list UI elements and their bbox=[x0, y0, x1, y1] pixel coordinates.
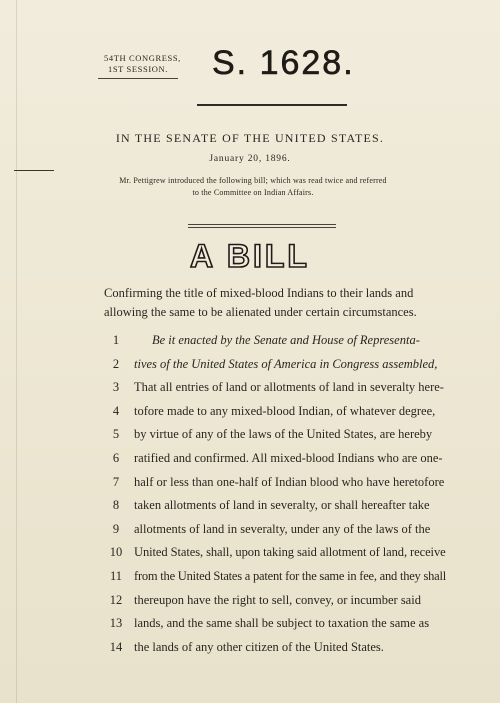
line-number: 13 bbox=[109, 616, 123, 631]
line-number: 2 bbox=[112, 356, 120, 371]
header-rule bbox=[197, 104, 347, 106]
bill-line-text: half or less than one-half of Indian blood who have heretofore bbox=[134, 474, 445, 489]
bill-line-text: thereupon have the right to sell, convey, or incumber said bbox=[134, 592, 421, 607]
bill-line-text: lands, and the same shall be subject to taxation the same as bbox=[134, 616, 430, 631]
line-number: 7 bbox=[112, 474, 120, 489]
line-number: 6 bbox=[112, 451, 120, 465]
bill-date: January 20, 1896. bbox=[209, 154, 291, 164]
introduction-text: Mr. Pettigrew introduced the following bill; which was read twice and referred to the Committee on Indian Affairs. bbox=[119, 176, 387, 197]
line-number: 12 bbox=[109, 592, 123, 607]
bill-line-text: That all entries of land or allotments of land in severalty here- bbox=[134, 380, 444, 395]
bill-line-text: allotments of land in severalty, under any of the laws of the bbox=[134, 521, 431, 536]
line-number: 14 bbox=[109, 639, 123, 654]
bill-line-text: by virtue of any of the laws of the United States, are hereby bbox=[134, 427, 433, 442]
congress-label: 54TH CONGRESS, bbox=[104, 53, 181, 63]
senate-heading: IN THE SENATE OF THE UNITED STATES. bbox=[115, 131, 385, 145]
bill-line-text: Be it enacted by the Senate and House of Representa- bbox=[152, 333, 420, 347]
line-number: 8 bbox=[112, 498, 120, 513]
bill-line-text: tofore made to any mixed-blood Indian, of whatever degree, bbox=[134, 403, 436, 418]
line-number: 4 bbox=[112, 403, 120, 418]
line-number: 10 bbox=[109, 545, 123, 560]
bill-line-text: from the United States a patent for the same in fee, and they shall bbox=[134, 569, 446, 583]
line-number: 1 bbox=[112, 333, 120, 347]
line-number: 9 bbox=[112, 521, 120, 536]
bill-line-text: taken allotments of land in severalty, or shall hereafter take bbox=[134, 498, 430, 513]
bill-number: S. 1628. bbox=[212, 44, 355, 82]
bill-line-text: the lands of any other citizen of the United States. bbox=[134, 639, 384, 654]
bill-line-text: United States, shall, upon taking said allotment of land, receive bbox=[134, 545, 446, 560]
title-rule-top bbox=[188, 224, 336, 225]
session-heading bbox=[104, 53, 181, 75]
line-number: 3 bbox=[112, 380, 120, 395]
bill-purpose: Confirming the title of mixed-blood Indians to their lands and allowing the same to be alienated under certain circumstances. bbox=[104, 286, 417, 319]
page-crease bbox=[16, 0, 17, 703]
title-rule-bottom bbox=[188, 227, 336, 228]
line-number: 5 bbox=[112, 427, 120, 442]
bill-line-text: ratified and confirmed. All mixed-blood Indians who are one- bbox=[134, 451, 443, 465]
margin-mark bbox=[14, 170, 54, 171]
session-label: 1ST SESSION. bbox=[108, 64, 168, 74]
line-number: 11 bbox=[109, 569, 123, 583]
bill-title: A BILL bbox=[190, 238, 310, 274]
bill-line-text: tives of the United States of America in Congress assembled, bbox=[134, 356, 438, 371]
session-rule bbox=[98, 78, 178, 79]
